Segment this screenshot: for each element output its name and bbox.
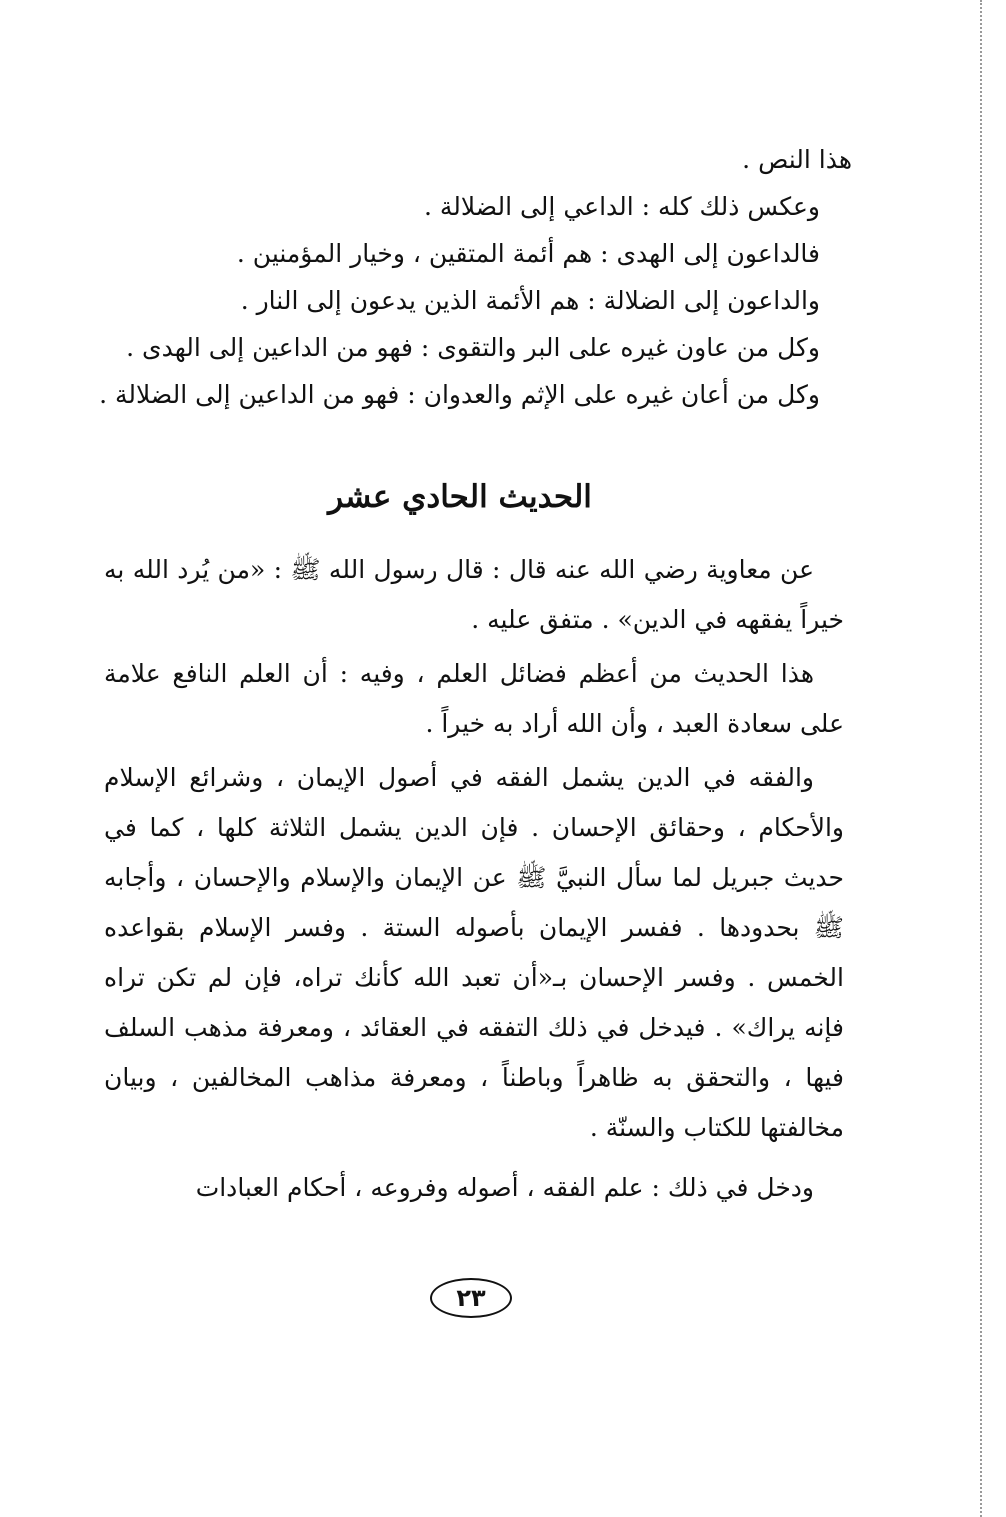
intro-line: وعكس ذلك كله : الداعي إلى الضلالة .: [423, 192, 820, 221]
page-edge-dotted-line: [980, 0, 982, 1517]
body-text-block: [104, 545, 844, 1223]
intro-line: هذا النص .: [742, 145, 852, 174]
intro-line: والداعون إلى الضلالة : هم الأئمة الذين يدعون إلى النار .: [240, 286, 820, 315]
page-number: ٢٣: [430, 1278, 512, 1318]
intro-line: وكل من عاون غيره على البر والتقوى : فهو من الداعين إلى الهدى .: [126, 333, 820, 362]
hadith-paragraph: عن معاوية رضي الله عنه قال : قال رسول الله ﷺ : «من يُرد الله به خيراً يفقهه في الدين» . متفق عليه .: [104, 555, 844, 634]
intro-text-block: [99, 136, 852, 418]
commentary-paragraph: ودخل في ذلك : علم الفقه ، أصوله وفروعه ، أحكام العبادات: [195, 1173, 814, 1202]
commentary-paragraph: هذا الحديث من أعظم فضائل العلم ، وفيه : أن العلم النافع علامة على سعادة العبد ، وأن الله أراد به خيراً .: [104, 659, 844, 738]
section-heading: الحديث الحادي عشر: [328, 479, 592, 515]
intro-line: وكل من أعان غيره على الإثم والعدوان : فهو من الداعين إلى الضلالة .: [99, 380, 820, 409]
commentary-paragraph: والفقه في الدين يشمل الفقه في أصول الإيمان ، وشرائع الإسلام والأحكام ، وحقائق الإحسان . فإن الدين يشمل الثلاثة كلها ، كما في حديث جبريل لما سأل النبيَّ ﷺ عن الإيمان والإسلام والإحسان ، وأجابه ﷺ بحدودها . ففسر الإيمان بأصوله الستة . وفسر الإسلام بقواعده الخمس . وفسر الإحسان بـ«أن تعبد الله كأنك تراه، فإن لم تكن تراه فإنه يراك» . فيدخل في ذلك التفقه في العقائد ، ومعرفة مذهب السلف فيها ، والتحقق به ظاهراً وباطناً ، ومعرفة مذاهب المخالفين ، وبيان مخالفتها للكتاب والسنّة .: [104, 763, 844, 1142]
intro-line: فالداعون إلى الهدى : هم أئمة المتقين ، وخيار المؤمنين .: [236, 239, 820, 268]
